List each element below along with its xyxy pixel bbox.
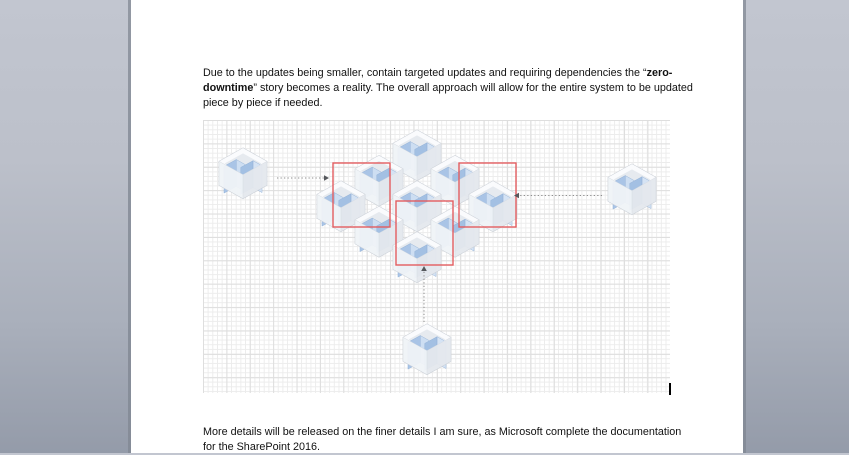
text-line: Due to the updates being smaller, contain targeted updates and requiring dependencies the “zero- (203, 67, 673, 79)
document-page[interactable] (131, 0, 743, 453)
paragraph-bottom (203, 425, 682, 455)
diagram-svg (203, 120, 670, 393)
bottom-cube (403, 324, 451, 375)
text-line: downtime” story becomes a reality. The overall approach will allow for the entire system to be updated (203, 81, 693, 94)
text-line: piece by piece if needed. (203, 96, 323, 109)
diagram-image[interactable] (203, 120, 670, 393)
left-cube (219, 148, 267, 199)
arrowhead-icon (324, 175, 329, 181)
page-right-edge (743, 0, 746, 453)
right-cube (608, 164, 656, 215)
text-insertion-cursor (669, 383, 671, 395)
text-line: for the SharePoint 2016. (203, 440, 321, 453)
cube-layer (219, 130, 656, 375)
paragraph-top (203, 66, 693, 111)
text-line: More details will be released on the finer details I am sure, as Microsoft complete the documentation (203, 426, 682, 438)
